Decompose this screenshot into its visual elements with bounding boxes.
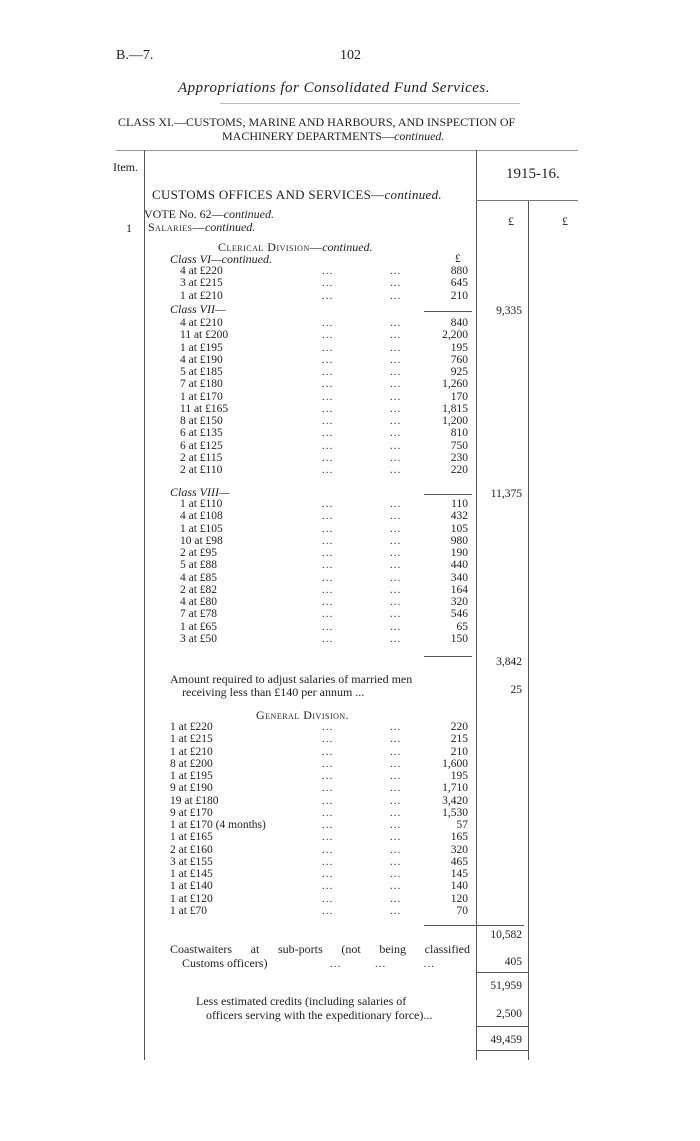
dot-leader: ... — [322, 904, 334, 917]
row-amount: 810 — [450, 427, 468, 440]
row-amount: 164 — [450, 583, 468, 596]
row-description: 2 at £110 — [180, 464, 223, 476]
clerical-pound-symbol: £ — [455, 253, 461, 265]
class-heading-line2 — [222, 129, 444, 144]
dot-leader: ... — [322, 620, 334, 633]
dot-leader: ... — [390, 510, 402, 523]
row-description: 6 at £135 — [180, 427, 223, 440]
row-amount: 1,600 — [442, 757, 468, 770]
row-description: 1 at £210 — [170, 745, 213, 758]
dot-leader: ... — [322, 451, 334, 464]
row-amount: 432 — [450, 510, 468, 523]
dot-leader: ... — [390, 620, 402, 633]
coastwaiters-amount: 405 — [504, 956, 522, 968]
row-amount: 1,530 — [442, 806, 468, 819]
row-amount: 65 — [456, 620, 468, 633]
row-description: 1 at £120 — [170, 892, 213, 905]
dot-leader: ... — [390, 596, 402, 608]
row-amount: 105 — [450, 522, 468, 535]
salaries-heading-cont: continued. — [204, 220, 256, 234]
less-credits-line1: Less estimated credits (including salaries of — [196, 994, 407, 1008]
class-vii-label: Class VII— — [170, 302, 226, 316]
row-amount: 3,420 — [442, 794, 468, 807]
row-amount: 215 — [450, 733, 468, 746]
dot-leader: ... — [322, 608, 334, 621]
dot-leader: ... — [322, 317, 334, 329]
row-description: 3 at £50 — [180, 632, 218, 645]
row-description: 1 at £170 (4 months) — [170, 819, 266, 831]
adjust-line2: receiving less than £140 per annum ... — [182, 685, 365, 699]
dot-leader: ... — [390, 806, 402, 819]
dot-leader: ... — [322, 265, 334, 277]
pound-symbol-col1: £ — [508, 214, 514, 228]
page-number: 102 — [340, 48, 361, 63]
dot-leader: ... — [322, 522, 334, 535]
row-description: 1 at £195 — [170, 770, 213, 782]
dot-leader: ... — [390, 632, 402, 645]
dot-leader: ... — [322, 745, 334, 758]
general-sum-rule — [424, 925, 524, 926]
row-description: 1 at £215 — [170, 733, 213, 746]
dot-leader: ... — [322, 571, 334, 584]
year-underline — [476, 200, 578, 201]
row-amount: 110 — [451, 498, 468, 510]
money-column-rule-left — [476, 150, 477, 1060]
section-heading-cont: continued. — [384, 187, 442, 202]
dot-leader: ... — [322, 868, 334, 880]
row-description: 7 at £78 — [180, 608, 218, 621]
dot-leader: ... — [322, 632, 334, 645]
row-description: 2 at £95 — [180, 547, 218, 559]
row-amount: 320 — [450, 843, 468, 856]
dot-leader: ... — [322, 277, 334, 290]
salaries-heading — [148, 220, 255, 235]
item-column-label: Item. — [113, 160, 138, 174]
dot-leader: ... — [322, 831, 334, 844]
page-title: Appropriations for Consolidated Fund Services. — [178, 80, 491, 96]
dot-leader: ... — [322, 547, 334, 559]
dot-leader: ... — [322, 880, 334, 893]
dot-leader: ... — [390, 427, 402, 440]
row-description: 4 at £85 — [180, 571, 218, 584]
salaries-heading-main: Salaries— — [148, 220, 205, 234]
dot-leader: ... — [390, 498, 402, 510]
row-description: 4 at £80 — [180, 596, 218, 608]
dot-leader: ... — [390, 378, 402, 391]
dot-leader: ... — [390, 329, 402, 342]
row-amount: 440 — [450, 559, 468, 572]
money-column-rule-mid — [528, 200, 529, 1060]
dot-leader: ... — [390, 819, 402, 831]
dot-leader: ... — [390, 289, 402, 302]
row-amount: 760 — [450, 353, 468, 366]
dot-leader: ... — [322, 415, 334, 427]
row-amount: 465 — [450, 855, 468, 868]
dot-leader: ... — [390, 366, 402, 378]
dot-leader: ... — [322, 770, 334, 782]
row-description: 8 at £200 — [170, 757, 213, 770]
class-heading-cont: continued. — [394, 129, 445, 143]
class-heading-line1: CLASS XI.—CUSTOMS, MARINE AND HARBOURS, AND INSPECTION OF — [118, 115, 516, 129]
dot-leader: ... — [390, 547, 402, 559]
row-description: 1 at £220 — [170, 721, 213, 733]
row-description: 11 at £165 — [180, 402, 229, 415]
dot-leader: ... — [390, 390, 402, 403]
dot-leader: ... — [322, 733, 334, 746]
dot-leader: ... — [322, 510, 334, 523]
less-credits-amount: 2,500 — [496, 1008, 522, 1020]
dot-leader: ... — [390, 831, 402, 844]
class-viii-total: 3,842 — [496, 656, 522, 668]
row-description: 4 at £210 — [180, 317, 223, 329]
dot-leader: ... — [390, 745, 402, 758]
dot-leader: ... — [322, 583, 334, 596]
row-amount: 840 — [450, 317, 468, 329]
dot-leader: ... — [390, 843, 402, 856]
dot-leader: ... — [322, 757, 334, 770]
dot-leader: ... — [322, 329, 334, 342]
row-amount: 546 — [450, 608, 468, 621]
vote-heading-cont: continued. — [223, 207, 274, 221]
row-description: 2 at £82 — [180, 583, 218, 596]
dot-leader: ... — [322, 843, 334, 856]
dot-leader: ... — [322, 498, 334, 510]
dot-leader: ... — [390, 402, 402, 415]
row-description: 8 at £150 — [180, 415, 223, 427]
dot-leader: ... — [390, 522, 402, 535]
row-description: 1 at £105 — [180, 522, 223, 535]
row-amount: 170 — [450, 390, 468, 403]
row-description: 4 at £190 — [180, 353, 223, 366]
row-amount: 70 — [456, 904, 468, 917]
row-amount: 120 — [450, 892, 468, 905]
row-amount: 220 — [450, 721, 468, 733]
coastwaiters-line2: Customs officers) — [182, 956, 268, 970]
row-description: 5 at £185 — [180, 366, 223, 378]
dot-leader: ... — [322, 819, 334, 831]
row-description: 2 at £115 — [180, 451, 223, 464]
clerical-heading-cont: continued. — [322, 240, 373, 254]
row-amount: 925 — [450, 366, 468, 378]
dot-leader: ... — [390, 341, 402, 354]
item-column-rule — [144, 150, 145, 1060]
dot-leader: ... — [322, 559, 334, 572]
dot-leader: ... — [390, 721, 402, 733]
row-amount: 220 — [450, 464, 468, 476]
dot-leader: ... — [390, 439, 402, 452]
dot-leader: ... — [390, 559, 402, 572]
dot-leader: ... — [390, 892, 402, 905]
dot-leader: ... — [390, 265, 402, 277]
dot-leader: ... — [322, 534, 334, 547]
dot-leader: ... — [322, 439, 334, 452]
page-id: B.—7. — [116, 48, 154, 63]
dot-leader: ... — [390, 571, 402, 584]
dot-leader: ... — [390, 770, 402, 782]
row-amount: 1,260 — [442, 378, 468, 391]
dot-leader: ... — [390, 608, 402, 621]
row-amount: 210 — [450, 745, 468, 758]
row-amount: 165 — [450, 831, 468, 844]
row-amount: 145 — [450, 868, 468, 880]
general-total: 10,582 — [490, 929, 522, 941]
row-amount: 150 — [450, 632, 468, 645]
row-description: 10 at £98 — [180, 534, 223, 547]
dot-leader: ... — [390, 733, 402, 746]
title-rule — [220, 103, 520, 104]
dot-leader: ... — [390, 353, 402, 366]
row-description: 9 at £190 — [170, 782, 213, 795]
dot-leader: ... — [322, 378, 334, 391]
dot-leader: ... — [390, 880, 402, 893]
row-description: 9 at £170 — [170, 806, 213, 819]
table-top-rule — [116, 150, 578, 151]
dot-leader: ... — [390, 415, 402, 427]
dot-leader: ... — [390, 794, 402, 807]
row-amount: 980 — [450, 534, 468, 547]
dot-leader: ... — [390, 855, 402, 868]
row-description: 1 at £70 — [170, 904, 208, 917]
row-amount: 750 — [450, 439, 468, 452]
dot-leader: ... — [322, 366, 334, 378]
dot-leader: ... — [322, 464, 334, 476]
row-description: 6 at £125 — [180, 439, 223, 452]
adjust-line1: Amount required to adjust salaries of married men — [170, 672, 413, 686]
row-description: 1 at £140 — [170, 880, 213, 893]
row-amount: 1,815 — [442, 402, 468, 415]
dot-leader: ... — [390, 757, 402, 770]
class-heading-main: MACHINERY DEPARTMENTS— — [222, 129, 395, 143]
grand-total-rule-top — [476, 1026, 528, 1027]
dot-leader: ... — [322, 402, 334, 415]
grand-total-rule-bottom — [476, 1050, 528, 1051]
row-description: 1 at £165 — [170, 831, 213, 844]
dot-leader: ... — [390, 782, 402, 795]
dot-leader: ... — [390, 317, 402, 329]
pound-symbol-col2: £ — [562, 214, 568, 228]
dot-leader: ... — [390, 904, 402, 917]
grand-total-amount: 49,459 — [490, 1034, 522, 1046]
dot-leader: ... — [322, 794, 334, 807]
class-vi-total: 9,335 — [496, 305, 522, 317]
class-vi-label: Class VI—continued. — [170, 252, 272, 266]
dot-leader: ... — [322, 390, 334, 403]
dot-leader: ... — [390, 451, 402, 464]
dot-leader: ... — [322, 353, 334, 366]
adjust-amount: 25 — [510, 684, 522, 696]
dot-leader: ... — [322, 341, 334, 354]
row-description: 1 at £210 — [180, 289, 223, 302]
class-viii-sum-rule — [424, 656, 472, 657]
dot-leader: ... — [390, 583, 402, 596]
dot-leader: ... — [322, 596, 334, 608]
clerical-heading-main: Clerical Division— — [218, 240, 323, 254]
coastwaiters-line1 — [170, 942, 470, 957]
subtotal-rule — [476, 972, 528, 973]
dot-leader: ... — [322, 782, 334, 795]
year-heading: 1915-16. — [506, 166, 560, 182]
row-amount: 1,710 — [442, 782, 468, 795]
row-description: 2 at £160 — [170, 843, 213, 856]
row-amount: 210 — [450, 289, 468, 302]
class-vii-total: 11,375 — [490, 488, 522, 500]
row-amount: 320 — [450, 596, 468, 608]
less-credits-line2: officers serving with the expeditionary force)... — [206, 1008, 433, 1022]
row-amount: 1,200 — [442, 415, 468, 427]
coastwaiters-leader: ... ... ... — [330, 958, 435, 970]
row-amount: 57 — [456, 819, 468, 831]
dot-leader: ... — [322, 806, 334, 819]
dot-leader: ... — [390, 277, 402, 290]
row-description: 4 at £108 — [180, 510, 223, 523]
row-description: 3 at £215 — [180, 277, 223, 290]
dot-leader: ... — [322, 892, 334, 905]
dot-leader: ... — [390, 534, 402, 547]
vote-heading-main: VOTE No. 62— — [144, 207, 224, 221]
row-description: 1 at £170 — [180, 390, 223, 403]
row-description: 4 at £220 — [180, 265, 223, 277]
row-description: 5 at £88 — [180, 559, 218, 572]
row-description: 1 at £65 — [180, 620, 218, 633]
row-description: 1 at £145 — [170, 868, 213, 880]
row-amount: 195 — [450, 341, 468, 354]
class-viii-label: Class VIII— — [170, 485, 230, 499]
row-amount: 880 — [450, 265, 468, 277]
row-description: 11 at £200 — [180, 329, 229, 342]
section-heading-main: CUSTOMS OFFICES AND SERVICES— — [152, 187, 385, 202]
row-amount: 340 — [450, 571, 468, 584]
row-amount: 140 — [450, 880, 468, 893]
class-vi-sum-rule — [424, 311, 472, 312]
row-description: 3 at £155 — [170, 855, 213, 868]
dot-leader: ... — [390, 464, 402, 476]
general-division-heading: General Division. — [256, 708, 350, 722]
item-number: 1 — [126, 221, 132, 235]
dot-leader: ... — [390, 868, 402, 880]
row-amount: 190 — [450, 547, 468, 559]
row-amount: 230 — [450, 451, 468, 464]
subtotal-amount: 51,959 — [490, 980, 522, 992]
row-description: 1 at £110 — [180, 498, 223, 510]
dot-leader: ... — [322, 427, 334, 440]
row-description: 7 at £180 — [180, 378, 223, 391]
dot-leader: ... — [322, 721, 334, 733]
dot-leader: ... — [322, 855, 334, 868]
row-description: 19 at £180 — [170, 794, 219, 807]
class-vii-sum-rule — [424, 494, 472, 495]
row-amount: 195 — [450, 770, 468, 782]
section-heading — [152, 187, 442, 203]
row-description: 1 at £195 — [180, 341, 223, 354]
row-amount: 645 — [450, 277, 468, 290]
coastwaiters-text1: Coastwaiters at sub-ports (not being classified — [170, 942, 470, 956]
row-amount: 2,200 — [442, 329, 468, 342]
dot-leader: ... — [322, 289, 334, 302]
